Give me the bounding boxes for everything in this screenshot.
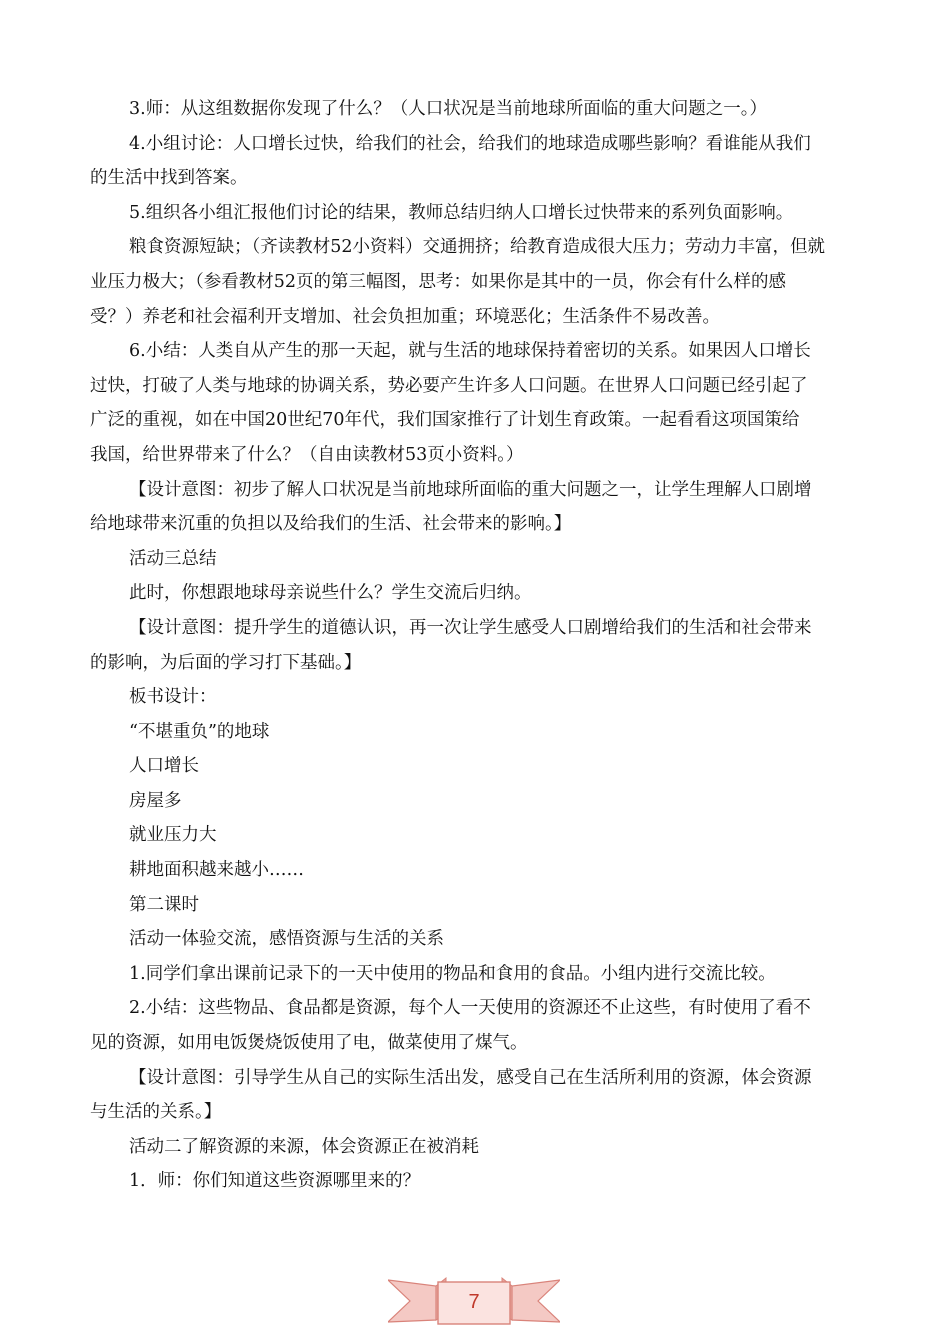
design-intent-line: 与生活的关系。】 — [90, 1102, 222, 1123]
paragraph-line: 粮食资源短缺；（齐读教材52小资料）交通拥挤；给教育造成很大压力；劳动力丰富，但就 — [129, 237, 826, 258]
paragraph-line: 过快，打破了人类与地球的协调关系，势必要产生许多人口问题。在世界人口问题已经引起了 — [90, 375, 808, 396]
board-design-line: 就业压力大 — [129, 825, 217, 846]
ribbon-right-tail — [512, 1280, 560, 1322]
paragraph-line: 6.小结：人类自从产生的那一天起，就与生活的地球保持着密切的关系。如果因人口增长 — [129, 341, 811, 362]
paragraph-line: 此时，你想跟地球母亲说些什么？学生交流后归纳。 — [129, 583, 532, 604]
paragraph-line: 见的资源，如用电饭煲烧饭使用了电，做菜使用了煤气。 — [90, 1033, 528, 1054]
section-heading: 活动三总结 — [129, 548, 217, 569]
paragraph-line: 受？）养老和社会福利开支增加、社会负担加重；环境恶化；生活条件不易改善。 — [90, 306, 720, 327]
section-heading: 第二课时 — [129, 894, 199, 915]
document-body — [90, 92, 862, 1199]
paragraph-line: 业压力极大；（参看教材52页的第三幅图，思考：如果你是其中的一员，你会有什么样的感 — [90, 271, 787, 292]
board-design-line: 耕地面积越来越小…… — [129, 860, 304, 881]
paragraph-line: 3.师：从这组数据你发现了什么？（人口状况是当前地球所面临的重大问题之一。） — [129, 99, 767, 119]
paragraph-line: 4.小组讨论：人口增长过快，给我们的社会，给我们的地球造成哪些影响？看谁能从我们 — [129, 133, 811, 154]
paragraph-line: 我国，给世界带来了什么？（自由读教材53页小资料。） — [90, 444, 524, 465]
paragraph-line: 1．师：你们知道这些资源哪里来的？ — [129, 1171, 421, 1192]
board-design-line: 人口增长 — [129, 756, 199, 777]
design-intent-line: 【设计意图：初步了解人口状况是当前地球所面临的重大问题之一，让学生理解人口剧增 — [129, 479, 812, 500]
design-intent-line: 的影响，为后面的学习打下基础。】 — [90, 652, 362, 673]
page-number: 7 — [468, 1291, 480, 1313]
board-design-line: “不堪重负”的地球 — [129, 721, 270, 742]
section-heading: 活动一体验交流，感悟资源与生活的关系 — [129, 929, 444, 950]
board-design-line: 房屋多 — [129, 790, 182, 811]
ribbon-left-tail — [388, 1280, 436, 1322]
paragraph-line: 5.组织各小组汇报他们讨论的结果，教师总结归纳人口增长过快带来的系列负面影响。 — [129, 202, 794, 223]
design-intent-line: 【设计意图：引导学生从自己的实际生活出发，感受自己在生活所利用的资源，体会资源 — [129, 1067, 812, 1088]
section-heading: 活动二了解资源的来源，体会资源正在被消耗 — [129, 1136, 479, 1157]
paragraph-line: 的生活中找到答案。 — [90, 168, 248, 189]
design-intent-line: 给地球带来沉重的负担以及给我们的生活、社会带来的影响。】 — [90, 514, 572, 535]
page-number-ribbon — [388, 1270, 560, 1332]
paragraph-line: 1.同学们拿出课前记录下的一天中使用的物品和食用的食品。小组内进行交流比较。 — [129, 963, 776, 984]
paragraph-line: 广泛的重视，如在中国20世纪70年代，我们国家推行了计划生育政策。一起看看这项国策给 — [90, 410, 800, 431]
design-intent-line: 【设计意图：提升学生的道德认识，再一次让学生感受人口剧增给我们的生活和社会带来 — [129, 617, 812, 638]
paragraph-line: 2.小结：这些物品、食品都是资源，每个人一天使用的资源还不止这些，有时使用了看不 — [129, 998, 811, 1019]
section-heading: 板书设计： — [129, 687, 217, 708]
